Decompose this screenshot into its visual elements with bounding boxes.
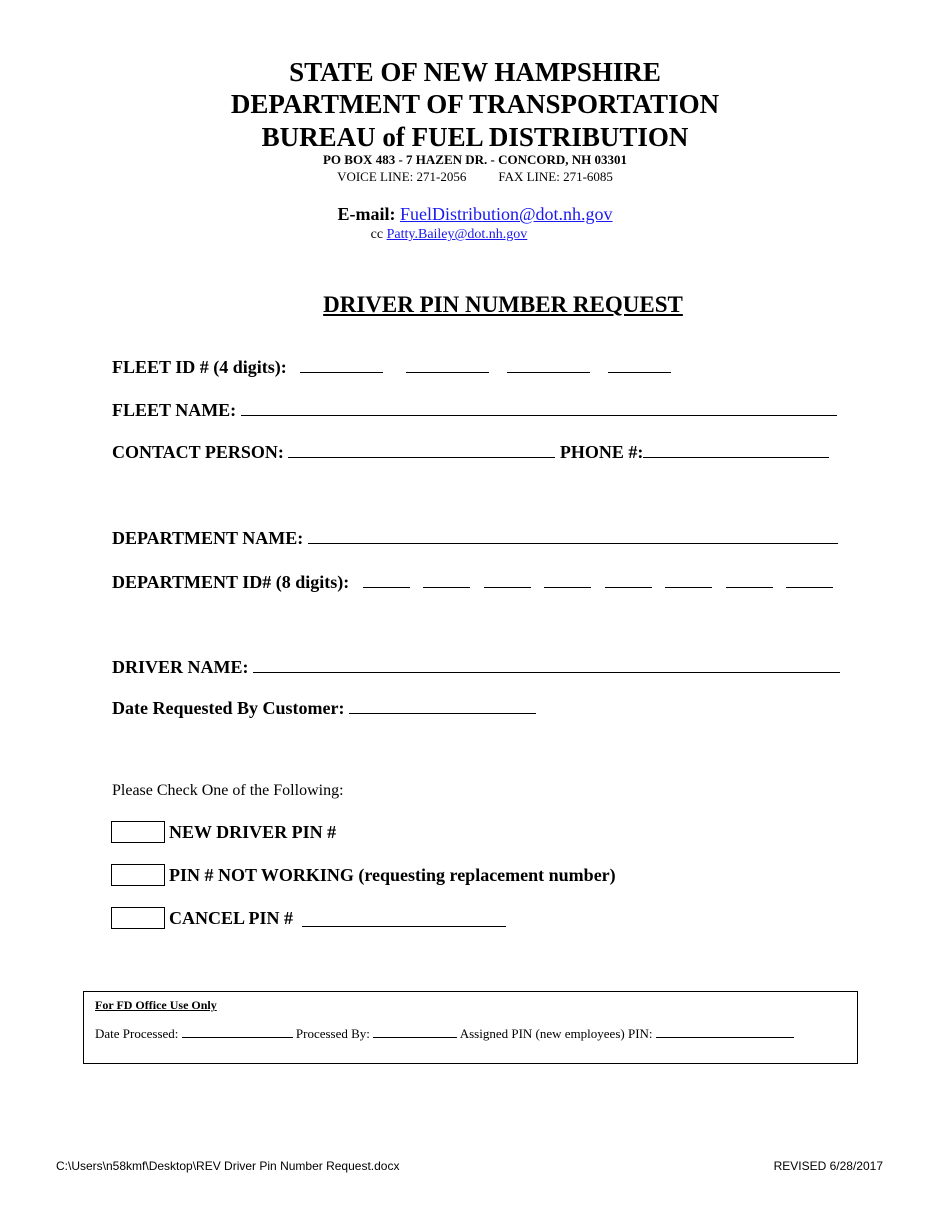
date-requested-input[interactable]: [349, 697, 536, 714]
driver-name-row: [112, 656, 840, 678]
form-title: DRIVER PIN NUMBER REQUEST: [323, 292, 683, 317]
cc-label: cc: [370, 227, 384, 242]
department-name-input[interactable]: [308, 527, 838, 544]
new-pin-label: NEW DRIVER PIN #: [169, 821, 337, 842]
department-id-digit-7[interactable]: [726, 571, 773, 588]
office-use-title: For FD Office Use Only: [95, 998, 217, 1012]
option-new-pin: [111, 819, 336, 845]
option-not-working: [111, 862, 616, 888]
department-id-digit-8[interactable]: [786, 571, 833, 588]
email-link[interactable]: FuelDistribution@dot.nh.gov: [399, 204, 613, 224]
assigned-pin-label: Assigned PIN (new employees) PIN:: [459, 1026, 653, 1041]
department-id-digit-3[interactable]: [484, 571, 531, 588]
option-cancel: [111, 905, 506, 931]
cc-row: [0, 227, 950, 243]
date-processed-label: Date Processed:: [95, 1026, 179, 1041]
fleet-name-row: [112, 399, 837, 421]
fleet-name-input[interactable]: [241, 399, 837, 416]
department-id-digit-4[interactable]: [544, 571, 591, 588]
department-name-row: [112, 527, 838, 549]
voice-line: VOICE LINE: 271-2056: [337, 169, 467, 184]
cc-email-link[interactable]: Patty.Bailey@dot.nh.gov: [386, 227, 528, 242]
department-id-digit-2[interactable]: [423, 571, 470, 588]
check-prompt: Please Check One of the Following:: [112, 782, 344, 799]
fleet-name-label: FLEET NAME:: [112, 400, 237, 420]
contact-row: [112, 441, 829, 463]
assigned-pin-input[interactable]: [656, 1025, 794, 1038]
contact-person-label: CONTACT PERSON:: [112, 442, 284, 462]
file-path: C:\Users\n58kmf\Desktop\REV Driver Pin Number Request.docx: [56, 1159, 400, 1173]
new-pin-checkbox[interactable]: [111, 821, 165, 843]
email-row: [0, 204, 950, 225]
driver-name-label: DRIVER NAME:: [112, 657, 249, 677]
fax-line: FAX LINE: 271-6085: [498, 169, 613, 184]
contact-person-input[interactable]: [288, 441, 555, 458]
agency-bureau: BUREAU of FUEL DISTRIBUTION: [261, 122, 689, 152]
processed-by-input[interactable]: [373, 1025, 457, 1038]
address: PO BOX 483 - 7 HAZEN DR. - CONCORD, NH 03301: [322, 152, 628, 167]
fleet-id-digit-1[interactable]: [300, 356, 383, 373]
department-id-digit-1[interactable]: [363, 571, 410, 588]
department-id-label: DEPARTMENT ID# (8 digits):: [112, 572, 350, 592]
revised-date: REVISED 6/28/2017: [773, 1159, 883, 1173]
department-id-digit-5[interactable]: [605, 571, 652, 588]
cancel-pin-input[interactable]: [302, 910, 506, 927]
cancel-pin-label: CANCEL PIN #: [169, 907, 294, 928]
department-name-label: DEPARTMENT NAME:: [112, 528, 304, 548]
fleet-id-digit-4[interactable]: [608, 356, 671, 373]
not-working-label: PIN # NOT WORKING (requesting replacement number): [169, 864, 616, 885]
fleet-id-label: FLEET ID # (4 digits):: [112, 357, 287, 377]
agency-state: STATE OF NEW HAMPSHIRE: [289, 57, 661, 87]
processed-by-label: Processed By:: [295, 1026, 370, 1041]
agency-department: DEPARTMENT OF TRANSPORTATION: [230, 89, 720, 119]
date-requested-label: Date Requested By Customer:: [112, 698, 345, 718]
email-label: E-mail:: [337, 204, 396, 224]
date-requested-row: [112, 697, 536, 719]
fleet-id-row: [112, 356, 671, 378]
office-use-fields: [95, 1025, 794, 1042]
department-id-digit-6[interactable]: [665, 571, 712, 588]
cancel-pin-checkbox[interactable]: [111, 907, 165, 929]
phone-input[interactable]: [643, 441, 829, 458]
office-use-box: [83, 991, 858, 1064]
driver-name-input[interactable]: [253, 656, 840, 673]
date-processed-input[interactable]: [182, 1025, 293, 1038]
fleet-id-digit-3[interactable]: [507, 356, 590, 373]
phone-fax-line: [0, 169, 950, 185]
department-id-row: [112, 571, 833, 593]
phone-label: PHONE #:: [559, 442, 644, 462]
not-working-checkbox[interactable]: [111, 864, 165, 886]
fleet-id-digit-2[interactable]: [406, 356, 489, 373]
